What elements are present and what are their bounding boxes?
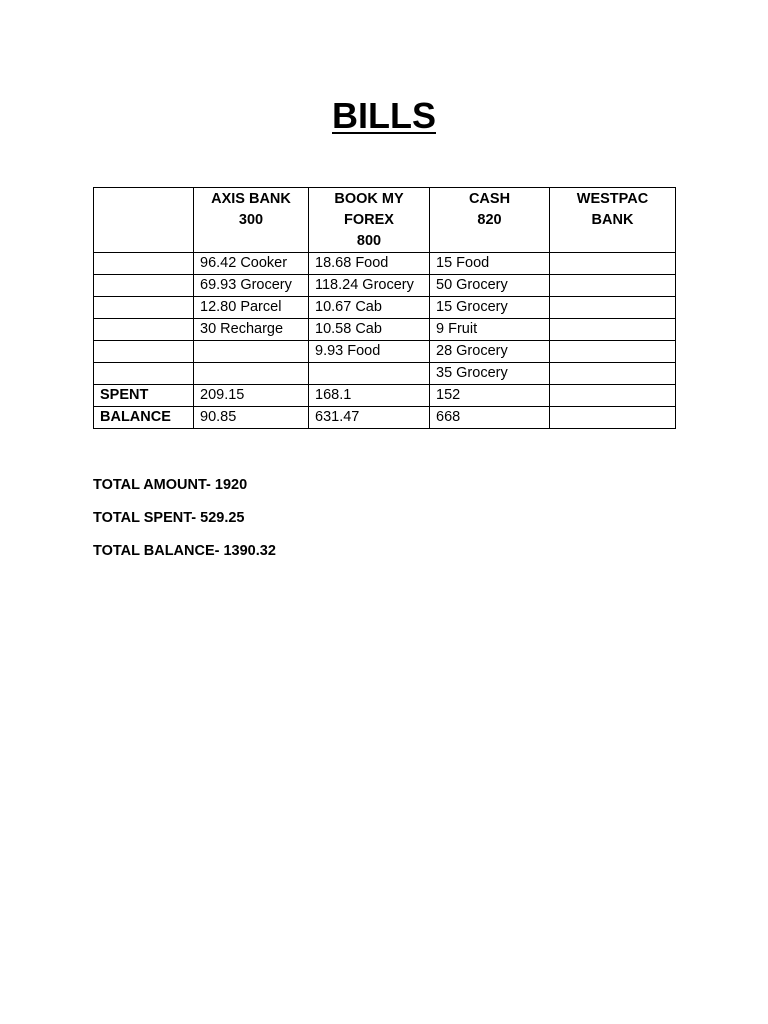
table-cell: 15 Grocery bbox=[430, 297, 550, 319]
table-cell: 10.67 Cab bbox=[309, 297, 430, 319]
table-cell bbox=[94, 253, 194, 275]
table-cell: 118.24 Grocery bbox=[309, 275, 430, 297]
table-header-row bbox=[94, 188, 676, 253]
header-line: AXIS BANK bbox=[211, 191, 291, 207]
table-cell bbox=[309, 363, 430, 385]
table-cell: 152 bbox=[430, 385, 550, 407]
header-line: WESTPAC bbox=[576, 191, 649, 207]
table-row bbox=[94, 297, 676, 319]
table-cell bbox=[94, 275, 194, 297]
table-cell: 50 Grocery bbox=[430, 275, 550, 297]
header-line: 800 bbox=[356, 233, 382, 249]
table-cell bbox=[550, 297, 676, 319]
table-cell bbox=[94, 319, 194, 341]
table-cell: 9.93 Food bbox=[309, 341, 430, 363]
table-row bbox=[94, 275, 676, 297]
table-cell bbox=[94, 297, 194, 319]
table-cell bbox=[550, 407, 676, 429]
table-row bbox=[94, 363, 676, 385]
table-cell bbox=[550, 341, 676, 363]
table-cell: 28 Grocery bbox=[430, 341, 550, 363]
table-cell: 631.47 bbox=[309, 407, 430, 429]
total-amount: TOTAL AMOUNT- 1920 bbox=[93, 477, 248, 493]
table-cell: 12.80 Parcel bbox=[194, 297, 309, 319]
table-row bbox=[94, 341, 676, 363]
table-cell bbox=[550, 275, 676, 297]
totals-section bbox=[93, 476, 276, 575]
table-cell: 30 Recharge bbox=[194, 319, 309, 341]
table-cell: 209.15 bbox=[194, 385, 309, 407]
header-line: 300 bbox=[238, 212, 264, 228]
table-cell bbox=[194, 363, 309, 385]
header-cell-book-my-forex bbox=[309, 188, 430, 253]
table-cell: 668 bbox=[430, 407, 550, 429]
total-spent: TOTAL SPENT- 529.25 bbox=[93, 510, 245, 526]
row-label-spent: SPENT bbox=[94, 385, 194, 407]
table-cell bbox=[94, 363, 194, 385]
table-cell: 96.42 Cooker bbox=[194, 253, 309, 275]
table-cell bbox=[550, 385, 676, 407]
table-cell bbox=[94, 341, 194, 363]
table-cell: 9 Fruit bbox=[430, 319, 550, 341]
header-line: CASH bbox=[468, 191, 511, 207]
header-cell-cash bbox=[430, 188, 550, 253]
table-row-spent bbox=[94, 385, 676, 407]
row-label-balance: BALANCE bbox=[94, 407, 194, 429]
header-line: FOREX bbox=[344, 212, 394, 228]
table-cell: 168.1 bbox=[309, 385, 430, 407]
table-row bbox=[94, 253, 676, 275]
bills-table bbox=[93, 187, 676, 429]
header-line: BANK bbox=[591, 212, 634, 228]
table-cell bbox=[194, 341, 309, 363]
table-cell bbox=[550, 253, 676, 275]
table-cell: 90.85 bbox=[194, 407, 309, 429]
document-title: BILLS bbox=[332, 95, 436, 136]
table-cell: 69.93 Grocery bbox=[194, 275, 309, 297]
table-cell bbox=[550, 363, 676, 385]
table-cell bbox=[550, 319, 676, 341]
table-cell: 15 Food bbox=[430, 253, 550, 275]
table-row-balance bbox=[94, 407, 676, 429]
table-cell: 35 Grocery bbox=[430, 363, 550, 385]
header-cell-blank bbox=[94, 188, 194, 253]
header-cell-westpac-bank bbox=[550, 188, 676, 253]
header-line: 820 bbox=[477, 212, 502, 228]
header-cell-axis-bank bbox=[194, 188, 309, 253]
total-balance: TOTAL BALANCE- 1390.32 bbox=[93, 543, 276, 559]
table-row bbox=[94, 319, 676, 341]
table-cell: 10.58 Cab bbox=[309, 319, 430, 341]
header-line: BOOK MY bbox=[334, 191, 404, 207]
table-cell: 18.68 Food bbox=[309, 253, 430, 275]
